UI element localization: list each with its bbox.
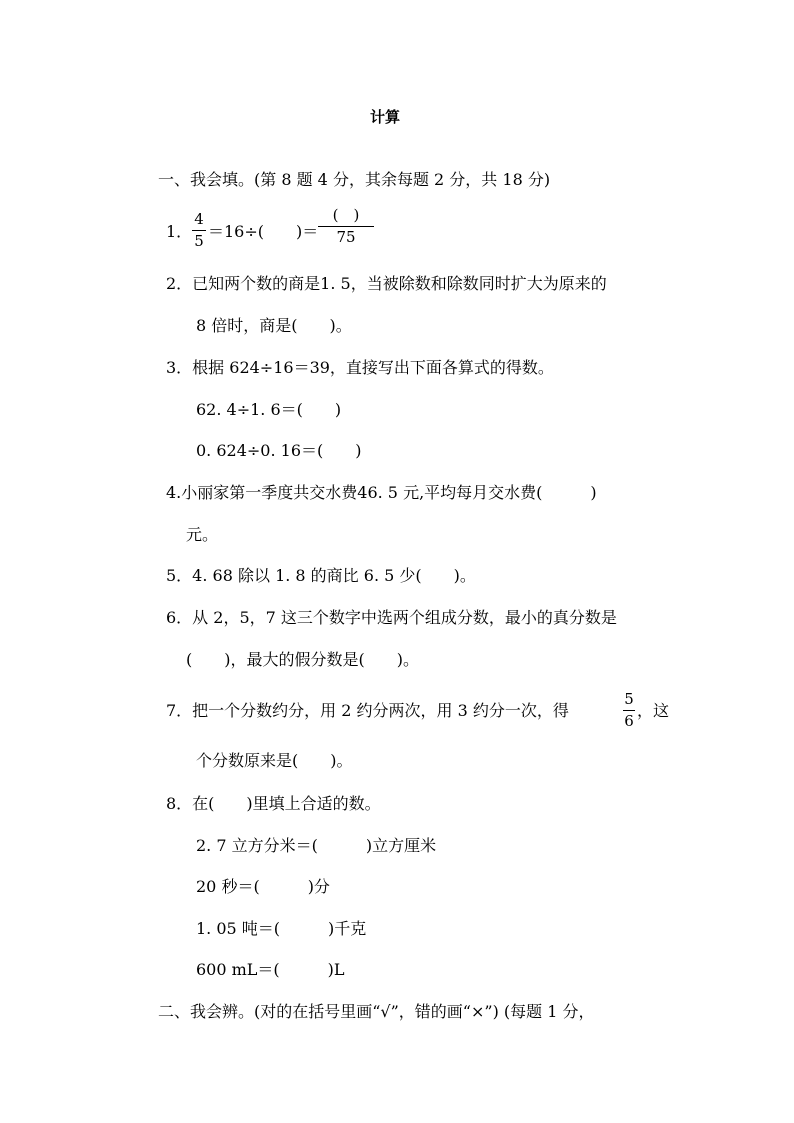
section-1-header: 一、我会填。(第 8 题 4 分，其余每题 2 分，共 18 分) — [158, 170, 551, 189]
q7-fraction-numerator: 5 — [624, 690, 634, 708]
q6-line-2: ( )，最大的假分数是( )。 — [186, 650, 419, 669]
q4-line-2: 元。 — [186, 525, 219, 544]
fraction-bar — [192, 230, 206, 231]
q6-line-1: 6．从 2，5，7 这三个数字中选两个组成分数，最小的真分数是 — [166, 608, 617, 627]
fraction-bar — [318, 226, 374, 227]
q7-line-2: 个分数原来是( )。 — [196, 751, 353, 770]
q2-line-1: 2．已知两个数的商是1. 5，当被除数和除数同时扩大为原来的 — [166, 274, 607, 293]
q8-item-c: 1. 05 吨＝( )千克 — [196, 919, 367, 938]
fraction-bar — [623, 710, 635, 711]
q1-expression: ＝16÷( )＝ — [208, 222, 319, 241]
section-2-header: 二、我会辨。(对的在括号里画“√”，错的画“×”) (每题 1 分， — [158, 1002, 595, 1021]
q1-fraction-1-numerator: 4 — [194, 210, 204, 228]
q5-text: 5．4. 68 除以 1. 8 的商比 6. 5 少( )。 — [166, 566, 476, 585]
q7-fraction-denominator: 6 — [624, 712, 634, 730]
q7-fraction — [623, 692, 635, 729]
q2-line-2: 8 倍时，商是( )。 — [196, 316, 352, 335]
q1-fraction-1 — [192, 212, 206, 249]
q1-fraction-2-numerator: ( ) — [332, 206, 360, 224]
q7-line-1-start: 7．把一个分数约分，用 2 约分两次，用 3 约分一次，得 — [166, 701, 569, 720]
q3-line-1: 3．根据 624÷16＝39，直接写出下面各算式的得数。 — [166, 358, 554, 377]
q3-line-3: 0. 624÷0. 16＝( ) — [196, 441, 362, 460]
q8-item-d: 600 mL＝( )L — [196, 960, 345, 979]
q7-line-1-end: ，这 — [637, 701, 670, 720]
q1-fraction-1-denominator: 5 — [194, 232, 204, 250]
q1-fraction-2-denominator: 75 — [336, 228, 356, 246]
q1-fraction-2 — [318, 208, 374, 245]
q8-item-b: 20 秒＝( )分 — [196, 877, 330, 896]
q8-line-1: 8．在( )里填上合适的数。 — [166, 794, 381, 813]
page-title: 计算 — [370, 108, 401, 126]
q3-line-2: 62. 4÷1. 6＝( ) — [196, 400, 342, 419]
q1-number: 1． — [166, 222, 193, 241]
q8-item-a: 2. 7 立方分米＝( )立方厘米 — [196, 836, 437, 855]
q4-line-1: 4.小丽家第一季度共交水费46. 5 元,平均每月交水费( ) — [166, 483, 597, 502]
